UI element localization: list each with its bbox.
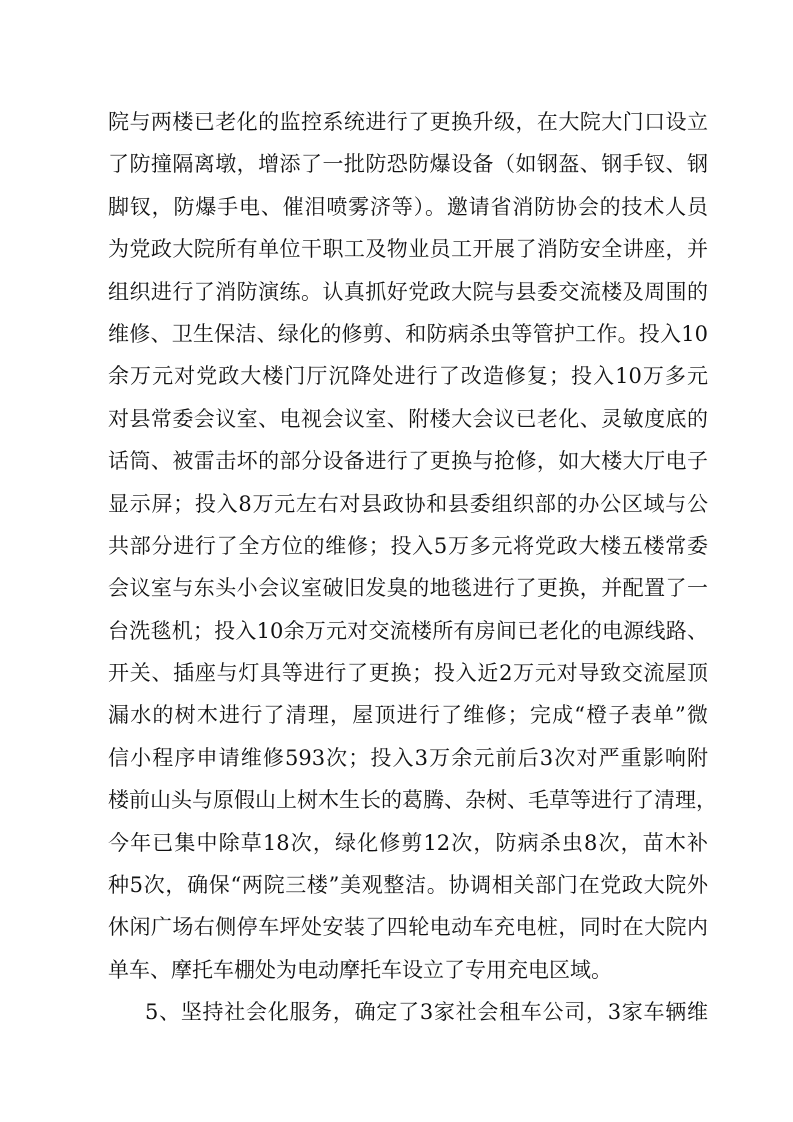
paragraph-start-line: 5、坚持社会化服务，确定了3家社会租车公司，3家车辆维 <box>145 1000 708 1025</box>
text-line: 组织进行了消防演练。认真抓好党政大院与县委交流楼及周围的 <box>108 279 708 304</box>
text-line: 今年已集中除草18次，绿化修剪12次，防病杀虫8次，苗木补 <box>108 830 708 855</box>
text-line: 信小程序申请维修593次；投入3万余元前后3次对严重影响附 <box>108 745 708 770</box>
text-line: 休闲广场右侧停车坪处安装了四轮电动车充电桩，同时在大院内 <box>108 915 708 940</box>
text-line: 话筒、被雷击坏的部分设备进行了更换与抢修，如大楼大厅电子 <box>108 449 708 474</box>
text-line: 为党政大院所有单位干职工及物业员工开展了消防安全讲座，并 <box>108 237 708 262</box>
text-line: 院与两楼已老化的监控系统进行了更换升级，在大院大门口设立 <box>108 110 708 134</box>
text-line: 种5次，确保“两院三楼”美观整洁。协调相关部门在党政大院外 <box>108 873 708 898</box>
text-line: 漏水的树木进行了清理，屋顶进行了维修；完成“橙子表单”微 <box>108 703 708 728</box>
body-text <box>108 101 717 1034</box>
text-line: 楼前山头与原假山上树木生长的葛腾、杂树、毛草等进行了清理， <box>108 788 717 813</box>
text-line: 对县常委会议室、电视会议室、附楼大会议已老化、灵敏度底的 <box>108 406 708 431</box>
paragraph-last-line: 单车、摩托车棚处为电动摩托车设立了专用充电区域。 <box>108 957 612 982</box>
text-line: 会议室与东头小会议室破旧发臭的地毯进行了更换，并配置了一 <box>108 576 708 601</box>
text-line: 台洗毯机；投入10余万元对交流楼所有房间已老化的电源线路、 <box>108 618 708 643</box>
text-line: 维修、卫生保洁、绿化的修剪、和防病杀虫等管护工作。投入10 <box>108 321 708 346</box>
text-line: 脚钗，防爆手电、催泪喷雾济等）。邀请省消防协会的技术人员 <box>108 194 708 219</box>
text-line: 共部分进行了全方位的维修；投入5万多元将党政大楼五楼常委 <box>108 533 708 558</box>
text-line: 了防撞隔离墩，增添了一批防恐防爆设备（如钢盔、钢手钗、钢 <box>108 152 708 177</box>
text-line: 余万元对党政大楼门厅沉降处进行了改造修复；投入10万多元 <box>108 364 708 389</box>
text-line: 显示屏；投入8万元左右对县政协和县委组织部的办公区域与公 <box>108 491 708 516</box>
text-line: 开关、插座与灯具等进行了更换；投入近2万元对导致交流屋顶 <box>108 661 708 686</box>
